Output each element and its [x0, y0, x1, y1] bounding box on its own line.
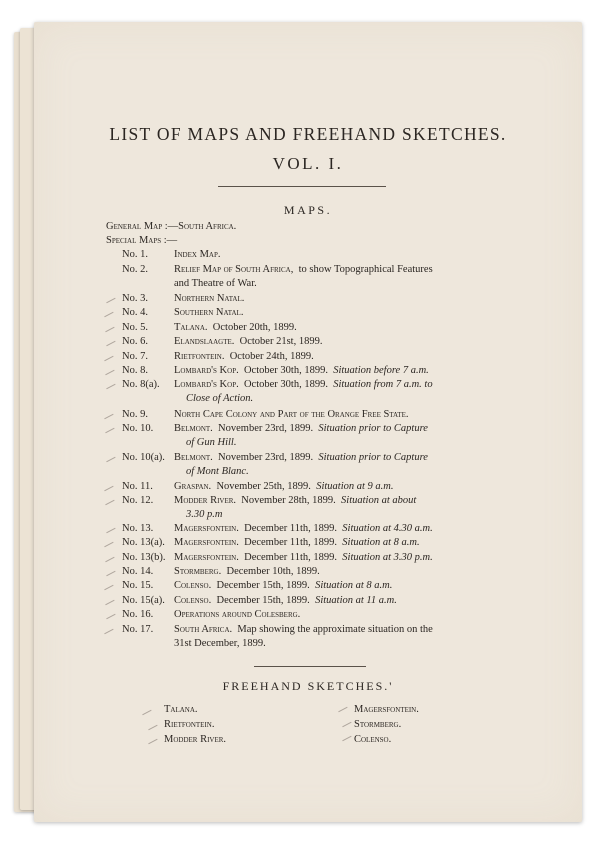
map-number: No. 14. — [122, 566, 154, 577]
map-number: No. 8(a). — [122, 379, 160, 390]
map-description — [174, 350, 314, 364]
map-description — [174, 408, 408, 422]
map-number: No. 13(a). — [122, 537, 165, 548]
map-situation: Situation prior to Capture — [313, 423, 428, 434]
map-description — [174, 494, 416, 508]
map-date: November 28th, 1899. — [236, 495, 336, 506]
map-description — [174, 292, 244, 306]
map-description — [174, 306, 243, 320]
map-situation: Situation at 8 a.m. — [337, 537, 420, 548]
sketch-item: Rietfontein. — [164, 719, 215, 730]
map-number: No. 15(a). — [122, 595, 165, 606]
pencil-tick-mark — [104, 585, 113, 591]
map-description — [174, 551, 433, 565]
map-date: to show Topographical Features — [293, 264, 433, 275]
sketches-left-column — [164, 702, 226, 747]
map-number: No. 9. — [122, 409, 148, 420]
map-description — [174, 522, 433, 536]
pencil-tick-mark — [106, 457, 115, 463]
map-date: October 21st, 1899. — [234, 336, 323, 347]
map-continuation: 3.30 p.m — [186, 509, 223, 520]
pencil-tick-mark — [106, 298, 115, 304]
pencil-tick-mark — [105, 557, 114, 563]
pencil-tick-mark — [142, 710, 151, 716]
map-description — [174, 579, 392, 593]
map-situation: Situation at 3.30 p.m. — [337, 552, 433, 563]
pencil-tick-mark — [104, 312, 113, 318]
map-title: Magersfontein. — [174, 537, 239, 548]
map-description — [174, 536, 420, 550]
volume-label: VOL. I. — [272, 154, 344, 173]
map-date: Map showing the approximate situation on the — [232, 624, 433, 635]
map-number: No. 12. — [122, 495, 154, 506]
map-description — [174, 608, 300, 622]
map-date: October 30th, 1899. — [238, 379, 328, 390]
map-title: Operations around Colesberg. — [174, 609, 301, 620]
map-title: Talana. — [174, 322, 208, 333]
pencil-tick-mark — [148, 725, 157, 731]
map-title: Index Map. — [174, 249, 221, 260]
pencil-tick-mark — [104, 356, 113, 362]
map-situation: Situation at 11 a.m. — [309, 595, 397, 606]
map-number: No. 8. — [122, 365, 148, 376]
map-title: Rietfontein. — [174, 351, 225, 362]
map-number: No. 16. — [122, 609, 154, 620]
map-situation: Situation at 9 a.m. — [310, 481, 394, 492]
pencil-tick-mark — [106, 614, 115, 620]
map-situation: Situation at 8 a.m. — [309, 580, 393, 591]
map-date: November 23rd, 1899. — [212, 423, 314, 434]
map-number: No. 1. — [122, 249, 148, 260]
map-title: Relief Map of South Africa, — [174, 264, 294, 275]
map-date: October 30th, 1899. — [238, 365, 328, 376]
map-date: December 11th, 1899. — [238, 552, 338, 563]
map-description — [174, 321, 297, 335]
map-description — [174, 594, 397, 608]
pencil-tick-mark — [105, 327, 114, 333]
map-description — [174, 565, 320, 579]
pencil-tick-mark — [148, 739, 157, 745]
map-number: No. 11. — [122, 481, 153, 492]
map-description — [174, 263, 433, 277]
map-continuation: Close of Action. — [186, 393, 254, 404]
map-situation: Situation before 7 a.m. — [327, 365, 429, 376]
map-situation: Situation at 4.30 a.m. — [337, 523, 433, 534]
map-title: Lombard's Kop. — [174, 365, 239, 376]
map-title: Colenso. — [174, 580, 212, 591]
pencil-tick-mark — [105, 600, 114, 606]
sketch-item: Magersfontein. — [354, 704, 419, 715]
section-rule — [254, 666, 366, 667]
sketch-item: Talana. — [164, 704, 198, 715]
pencil-tick-mark — [105, 500, 114, 506]
map-date: December 11th, 1899. — [238, 537, 338, 548]
map-title: Belmont. — [174, 423, 213, 434]
map-description — [174, 623, 433, 637]
map-date: December 15th, 1899. — [211, 580, 310, 591]
map-title: Lombard's Kop. — [174, 379, 239, 390]
pencil-tick-mark — [342, 736, 351, 742]
map-number: No. 4. — [122, 307, 148, 318]
map-description — [174, 422, 428, 436]
map-continuation: and Theatre of War. — [174, 278, 257, 289]
pencil-tick-mark — [105, 428, 114, 434]
map-date: November 25th, 1899. — [211, 481, 311, 492]
map-date: December 11th, 1899. — [238, 523, 338, 534]
map-title: North Cape Colony and Part of the Orange Free State. — [174, 409, 409, 420]
map-situation: Situation at about — [335, 495, 417, 506]
map-title: Stormberg. — [174, 566, 222, 577]
map-number: No. 17. — [122, 624, 154, 635]
map-description — [174, 378, 433, 392]
map-date: October 24th, 1899. — [224, 351, 314, 362]
pencil-tick-mark — [105, 370, 114, 376]
pencil-tick-mark — [104, 629, 113, 635]
map-number: No. 15. — [122, 580, 154, 591]
book-page — [34, 22, 582, 822]
pencil-tick-mark — [338, 707, 347, 713]
map-title: Belmont. — [174, 452, 213, 463]
pencil-tick-mark — [104, 414, 113, 420]
map-continuation: of Gun Hill. — [186, 437, 237, 448]
map-continuation: of Mont Blanc. — [186, 466, 249, 477]
map-title: Graspan. — [174, 481, 212, 492]
map-number: No. 2. — [122, 264, 148, 275]
map-description — [174, 248, 220, 262]
sketch-item: Stormberg. — [354, 719, 402, 730]
map-number: No. 3. — [122, 293, 148, 304]
sketch-item: Modder River. — [164, 734, 227, 745]
map-title: Northern Natal. — [174, 293, 245, 304]
map-title: South Africa. — [174, 624, 233, 635]
pencil-tick-mark — [106, 384, 115, 390]
map-title: Magersfontein. — [174, 552, 239, 563]
map-number: No. 13(b). — [122, 552, 166, 563]
page-title: LIST OF MAPS AND FREEHAND SKETCHES. — [109, 124, 507, 144]
title-rule — [218, 186, 386, 187]
map-date: November 23rd, 1899. — [212, 452, 314, 463]
map-date: December 15th, 1899. — [211, 595, 310, 606]
map-date: October 20th, 1899. — [207, 322, 297, 333]
map-number: No. 10(a). — [122, 452, 165, 463]
map-date: December 10th, 1899. — [221, 566, 320, 577]
map-situation: Situation prior to Capture — [313, 452, 428, 463]
map-number: No. 5. — [122, 322, 148, 333]
general-map-line: General Map :—South Africa. — [106, 221, 237, 232]
pencil-tick-mark — [104, 486, 113, 492]
pencil-tick-mark — [106, 341, 115, 347]
map-number: No. 6. — [122, 336, 148, 347]
pencil-tick-mark — [106, 571, 115, 577]
pencil-tick-mark — [104, 542, 113, 548]
map-title: Southern Natal. — [174, 307, 244, 318]
map-title: Colenso. — [174, 595, 212, 606]
sketches-heading: FREEHAND SKETCHES.' — [222, 679, 394, 693]
pencil-tick-mark — [106, 528, 115, 534]
map-title: Modder River. — [174, 495, 237, 506]
map-title: Magersfontein. — [174, 523, 239, 534]
map-number: No. 10. — [122, 423, 154, 434]
map-description — [174, 451, 428, 465]
maps-heading: MAPS. — [283, 203, 333, 217]
map-title: Elandslaagte. — [174, 336, 235, 347]
special-maps-label: Special Maps :— — [106, 235, 178, 246]
sketches-right-column — [354, 702, 419, 747]
map-description — [174, 480, 393, 494]
map-number: No. 13. — [122, 523, 154, 534]
map-description — [174, 335, 322, 349]
map-description — [174, 364, 429, 378]
sketch-item: Colenso. — [354, 734, 392, 745]
pencil-tick-mark — [342, 722, 351, 728]
map-situation: Situation from 7 a.m. to — [327, 379, 433, 390]
map-number: No. 7. — [122, 351, 148, 362]
map-continuation: 31st December, 1899. — [174, 638, 266, 649]
